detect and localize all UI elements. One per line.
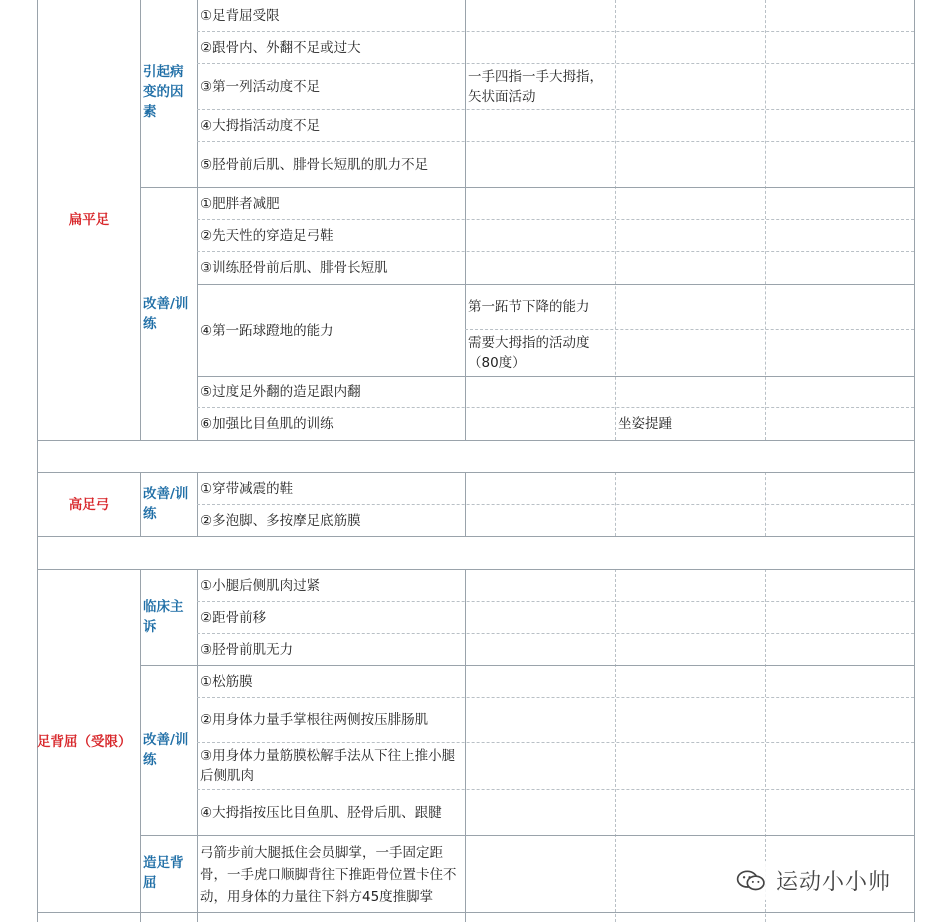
method-description: 弓箭步前大腿抵住会员脚掌，一手固定距骨，一手虎口顺脚背往下推距骨位置卡住不动，用身体的力量往下斜方45度推脚掌 xyxy=(200,845,457,905)
list-item: ①足背屈受限 xyxy=(200,7,280,24)
list-item: ①小腿后侧肌肉过紧 xyxy=(200,577,321,594)
col-divider-5 xyxy=(765,0,766,440)
item-note: 第一跖节下降的能力 xyxy=(468,299,590,315)
list-item: ③第一列活动度不足 xyxy=(200,78,321,95)
table-border-left xyxy=(37,0,38,922)
list-item: ④第一跖球蹬地的能力 xyxy=(200,322,334,339)
list-item: ①穿带减震的鞋 xyxy=(200,480,294,497)
list-item: ④大拇指按压比目鱼肌、胫骨后肌、跟腱 xyxy=(200,804,442,821)
list-item: ②距骨前移 xyxy=(200,609,267,626)
list-item: ④大拇指活动度不足 xyxy=(200,117,321,134)
list-item: ②用身体力量手掌根往两侧按压腓肠肌 xyxy=(200,712,429,728)
watermark-text: 运动小小帅 xyxy=(775,870,891,895)
list-item: ①松筋膜 xyxy=(200,673,253,690)
section-label-flatfoot: 扁平足 xyxy=(68,212,110,228)
section-divider xyxy=(37,440,914,441)
col-divider-4 xyxy=(615,569,616,922)
list-item: ⑤过度足外翻的造足跟内翻 xyxy=(200,384,361,400)
category-label-complaint: 临床主诉 xyxy=(143,599,184,635)
list-item: ③训练胫骨前后肌、腓骨长短肌 xyxy=(200,260,388,276)
list-item: ②跟骨内、外翻不足或过大 xyxy=(200,39,361,56)
item-note: 坐姿提踵 xyxy=(618,416,672,432)
item-note: 一手四指一手大拇指，矢状面活动 xyxy=(468,68,603,105)
category-label-training: 改善/训练 xyxy=(143,732,189,768)
section-divider xyxy=(37,472,914,473)
list-item: ②先天性的穿造足弓鞋 xyxy=(200,227,334,244)
list-item: ⑥加强比目鱼肌的训练 xyxy=(200,416,334,432)
col-divider-3 xyxy=(465,569,466,922)
group-divider xyxy=(140,835,914,836)
watermark xyxy=(730,861,897,900)
list-item: ②多泡脚、多按摩足底筋膜 xyxy=(200,512,361,529)
item-note: 需要大拇指的活动度（80度） xyxy=(468,335,590,371)
section-divider xyxy=(37,569,914,570)
section-divider xyxy=(37,536,914,537)
list-item: ③用身体力量筋膜松解手法从下往上推小腿后侧肌肉 xyxy=(200,748,456,784)
section-label-dorsiflexion: 足背屈（受限） xyxy=(37,734,132,750)
section-label-higharch: 高足弓 xyxy=(68,497,110,513)
category-label-training: 改善/训练 xyxy=(143,296,189,332)
category-label-causes: 引起病变的因素 xyxy=(143,64,184,120)
table-border-right xyxy=(914,0,915,922)
list-item: ①肥胖者减肥 xyxy=(200,195,280,212)
col-divider-4 xyxy=(615,0,616,440)
wechat-icon xyxy=(736,869,766,893)
list-item: ⑤胫骨前后肌、腓骨长短肌的肌力不足 xyxy=(200,156,429,173)
category-label-method: 造足背屈 xyxy=(143,855,184,891)
table-bottom xyxy=(37,912,914,913)
list-item: ③胫骨前肌无力 xyxy=(200,641,294,658)
category-label-training: 改善/训练 xyxy=(143,486,189,522)
